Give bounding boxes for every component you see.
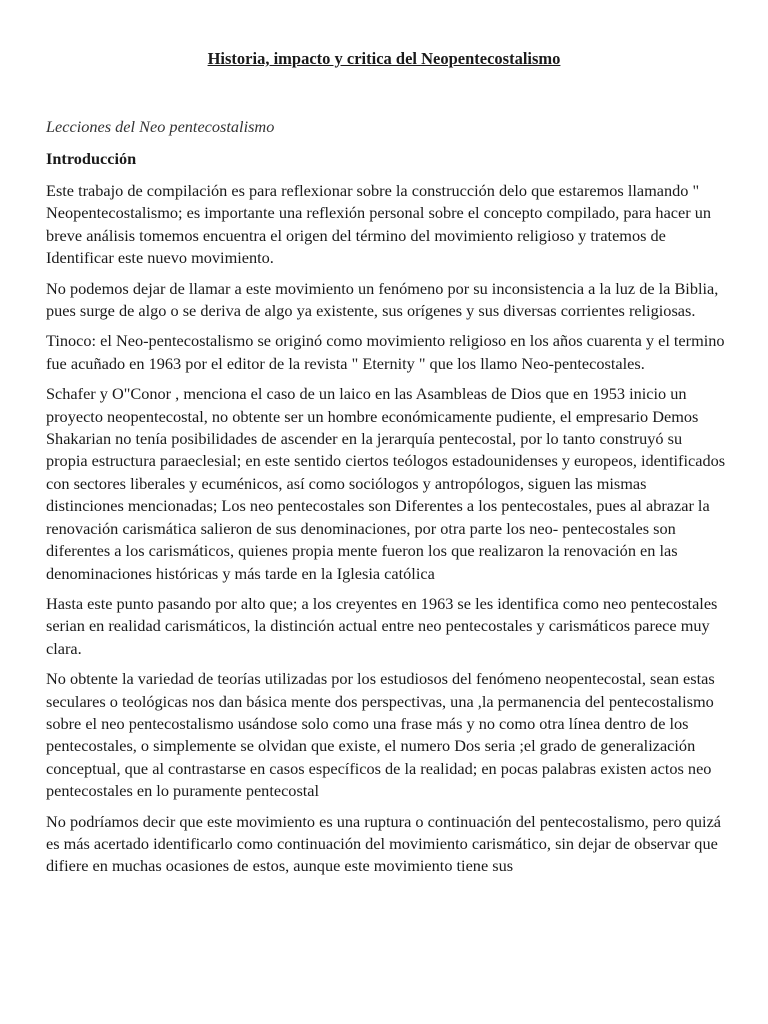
- paragraph: Este trabajo de compilación es para reflexionar sobre la construcción delo que estaremos llamando " Neopentecostalismo; es importante una reflexión personal sobre el concepto compilado, para hacer un breve análisis tomemos encuentra el origen del término del movimiento religioso y tratemos de Identificar este nuevo movimiento.: [46, 181, 712, 268]
- paragraph: No podemos dejar de llamar a este movimiento un fenómeno por su inconsistencia a la luz de la Biblia, pues surge de algo o se deriva de algo ya existente, sus orígenes y sus diversas corrientes religiosas.: [46, 278, 719, 321]
- paragraph: Hasta este punto pasando por alto que; a los creyentes en 1963 se les identifica como neo pentecostales serian en realidad carismáticos, la distinción actual entre neo pentecostales y carismáticos parece muy clara.: [46, 593, 718, 658]
- paragraph: No obtente la variedad de teorías utilizadas por los estudiosos del fenómeno neopentecostal, sean estas seculares o teológicas nos dan básica mente dos perspectivas, una ,la permanencia del pentecostalismo sobre el neo pentecostalismo usándose solo como una frase más y no como otra línea dentro de los pentecostales, o simplemente se olvidan que existe, el numero Dos seria ;el grado de generalización conceptual, que al contrastarse en casos específicos de la realidad; en pocas palabras existen actos neo pentecostales en lo puramente pentecostal: [46, 669, 715, 801]
- document-subtitle: Lecciones del Neo pentecostalismo: [46, 117, 275, 136]
- document-title: Historia, impacto y critica del Neopentecostalismo: [207, 49, 561, 68]
- paragraph: No podríamos decir que este movimiento es una ruptura o continuación del pentecostalismo, pero quizá es más acertado identificarlo como continuación del movimiento carismático, sin dejar de observar que difiere en muchas ocasiones de estos, aunque este movimiento tiene sus: [46, 811, 722, 876]
- section-heading: Introducción: [46, 149, 137, 168]
- paragraph: Tinoco: el Neo-pentecostalismo se originó como movimiento religioso en los años cuarenta y el termino fue acuñado en 1963 por el editor de la revista " Eternity " que los llamo Neo-pentecostales.: [46, 331, 725, 373]
- paragraph: Schafer y O"Conor , menciona el caso de un laico en las Asambleas de Dios que en 1953 inicio un proyecto neopentecostal, no obtente ser un hombre económicamente pudiente, el empresario Demos Shakarian no tenía posibilidades de ascender en la jerarquía pentecostal, por lo tanto construyó su propia estructura paraeclesial; en este sentido ciertos teólogos estadounidenses y europeos, identificados con sectores liberales y ecuménicos, así como sociólogos y antropólogos, siguen las mismas distinciones mencionadas; Los neo pentecostales son Diferentes a los pentecostales, pues al abrazar la renovación carismática salieron de sus denominaciones, por otra parte los neo- pentecostales son diferentes a los carismáticos, quienes propia mente fueron los que realizaron la renovación en las denominaciones históricas y más tarde en la Iglesia católica: [46, 384, 726, 583]
- body-text: [46, 180, 726, 886]
